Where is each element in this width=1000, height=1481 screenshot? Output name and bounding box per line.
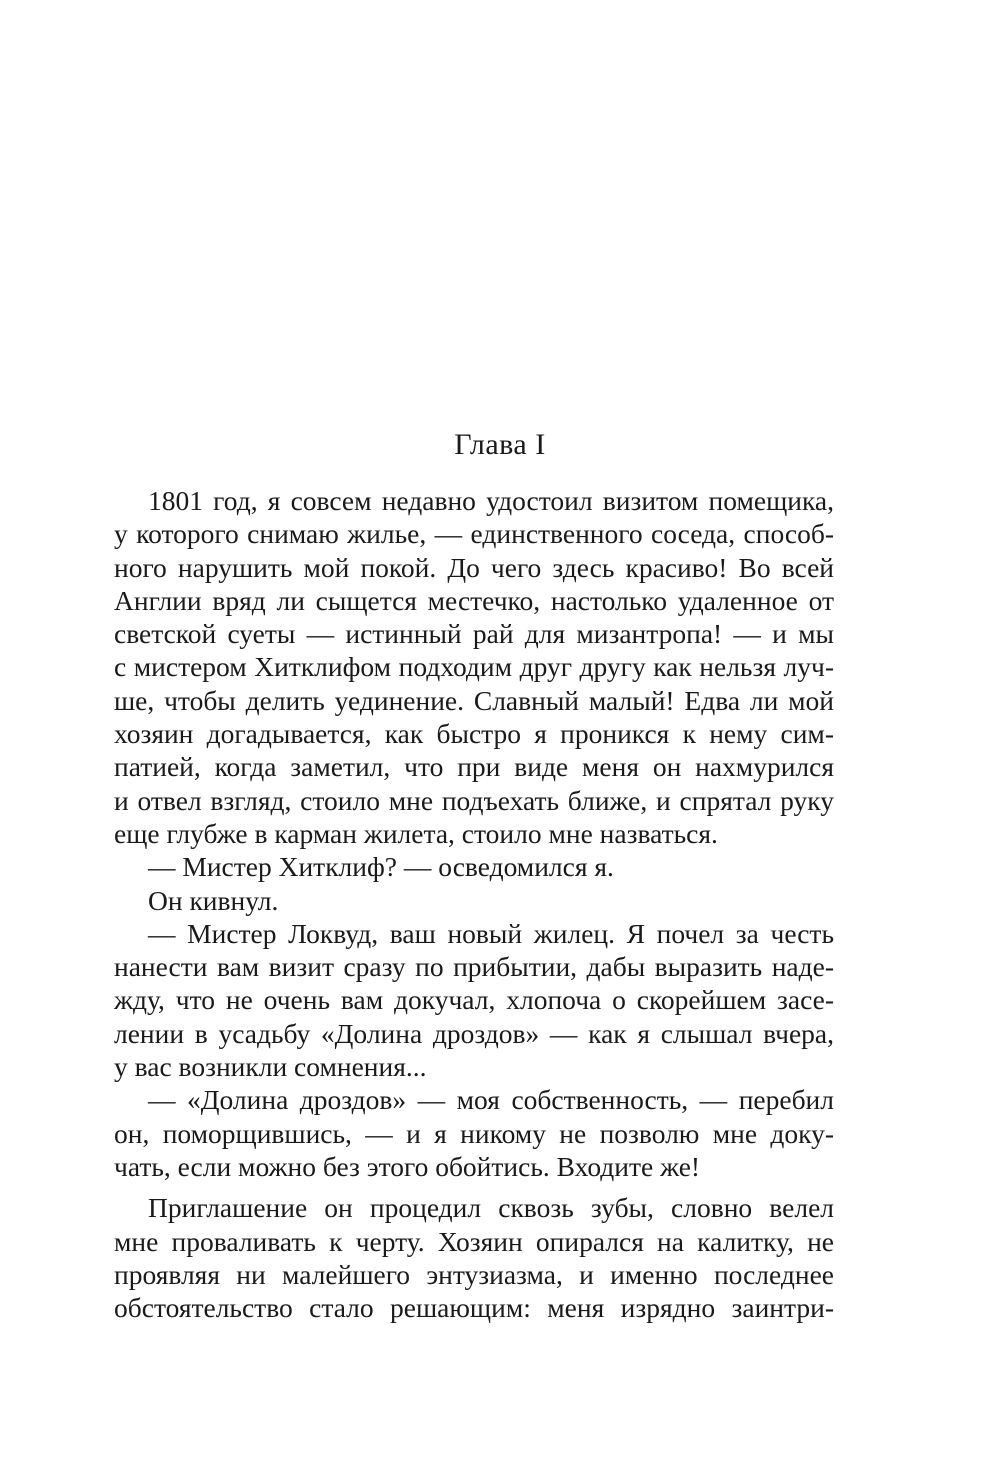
text-line: нанести вам визит сразу по прибытии, дабы выразить надe- [114, 951, 834, 983]
text-line: обстоятельство стало решающим: меня изрядно заинтри- [114, 1292, 834, 1324]
text-line: с мистером Хитклифом подходим друг другу как нельзя луч- [114, 651, 834, 683]
text-line: Он кивнул. [148, 884, 279, 916]
text-line: Англии вряд ли сыщется местечко, настолько удаленное от [114, 584, 834, 616]
text-line: патией, когда заметил, что при виде меня он нахмурился [114, 751, 834, 783]
text-line: мне проваливать к черту. Хозяин опирался на калитку, не [114, 1225, 834, 1257]
text-line: чать, если можно без этого обойтись. Входите же! [114, 1150, 701, 1182]
text-line: хозяин догадывается, как быстро я проникся к нему сим- [114, 718, 834, 750]
text-line: Приглашение он процедил сквозь зубы, словно велел [148, 1192, 834, 1224]
text-line: ного нарушить мой покой. До чего здесь красиво! Во всей [114, 551, 834, 583]
text-line: ше, чтобы делить уединение. Славный малый! Едва ли мой [114, 684, 834, 716]
paragraph [114, 850, 834, 883]
text-line: у которого снимаю жилье, — единственного соседа, способ- [114, 518, 834, 550]
paragraph-spacer [114, 1183, 834, 1191]
chapter-title: Глава I [454, 428, 546, 461]
paragraph [114, 917, 834, 1083]
paragraph [114, 484, 834, 850]
text-line: — Мистер Хитклиф? — осведомился я. [148, 851, 614, 883]
text-line: он, поморщившись, — и я никому не позволю мне доку- [114, 1117, 834, 1149]
text-line: — «Долина дроздов» — моя собственность, — перебил [148, 1084, 834, 1116]
paragraph [114, 1191, 834, 1324]
text-line: еще глубже в карман жилета, стоило мне назваться. [114, 817, 718, 849]
text-line: проявляя ни малейшего энтузиазма, и именно последнее [114, 1258, 834, 1290]
text-line: у вас возникли сомнения... [114, 1051, 427, 1083]
text-line: и отвел взгляд, стоило мне подъехать ближе, и спрятал руку [114, 784, 834, 816]
paragraph [114, 1083, 834, 1183]
text-line: 1801 год, я совсем недавно удостоил визитом помещика, [148, 485, 834, 516]
paragraph [114, 884, 834, 917]
text-line: — Мистер Локвуд, ваш новый жилец. Я почел за честь [148, 917, 834, 949]
text-line: светской суеты — истинный рай для мизантропа! — и мы [114, 618, 834, 650]
text-line: лении в усадьбу «Долина дроздов» — как я слышал вчера, [114, 1017, 834, 1049]
body-text [114, 484, 834, 1324]
text-line: жду, что не очень вам докучал, хлопоча о скорейшем засе- [114, 984, 834, 1016]
